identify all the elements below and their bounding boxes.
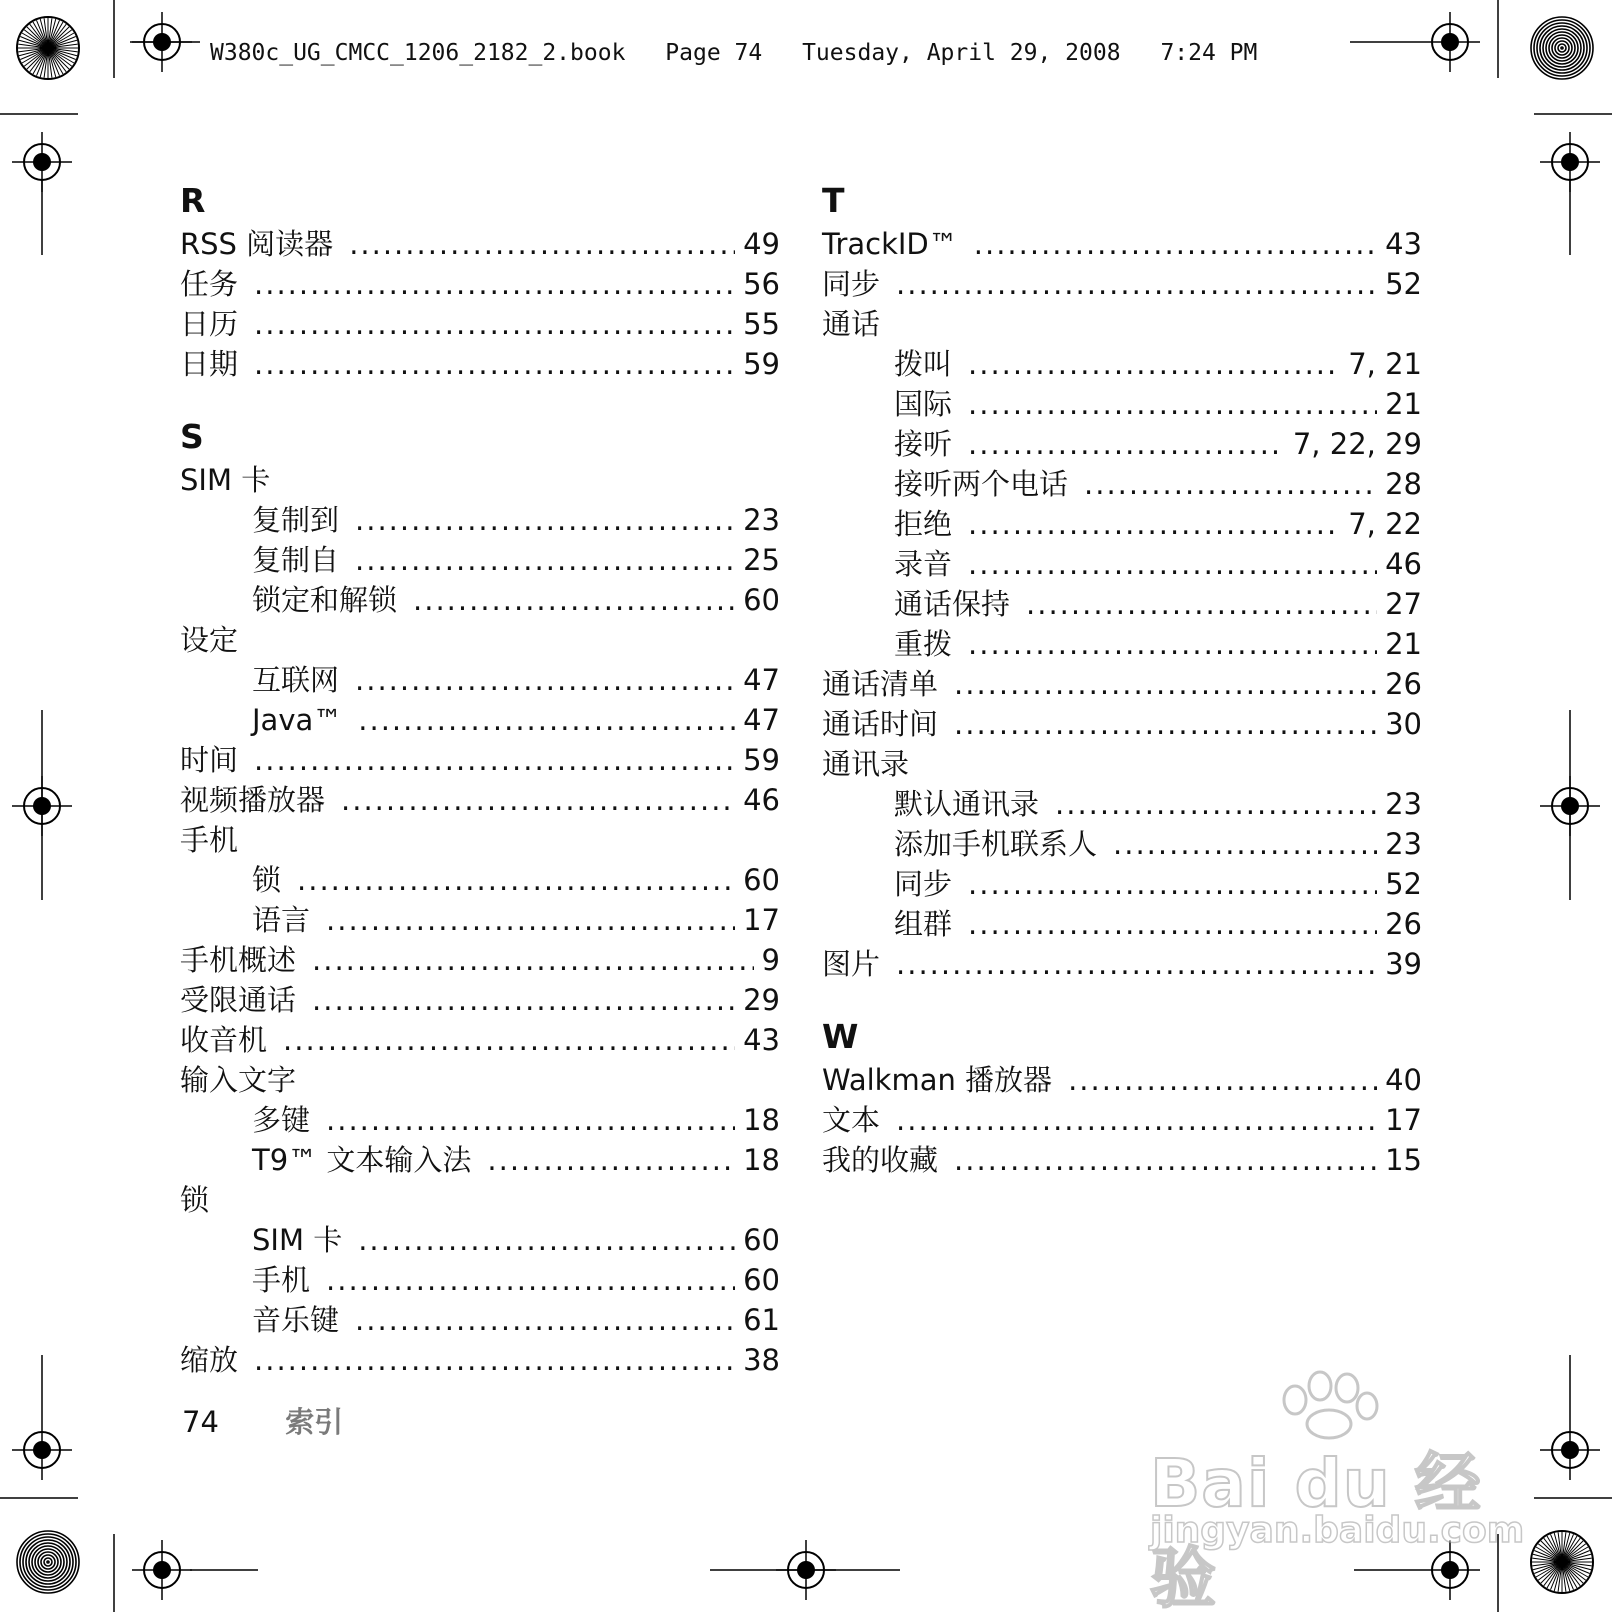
- index-subentry: [822, 344, 1422, 384]
- entry-term: 通话保持: [894, 587, 1011, 621]
- entry-term: 同步: [822, 267, 881, 301]
- concentric-ring: [35, 1549, 61, 1575]
- entry-pages: 25: [743, 543, 780, 577]
- entry-pages: 40: [1385, 1063, 1422, 1097]
- entry-pages: 47: [743, 663, 780, 697]
- watermark-brand: Bai du 经验: [1150, 1445, 1482, 1617]
- index-entry: [822, 304, 1422, 344]
- dot-leader: [954, 704, 1377, 744]
- concentric-ring: [1555, 41, 1569, 55]
- entry-term: 多键: [252, 1103, 311, 1137]
- entry-term: 日期: [180, 347, 239, 381]
- dot-leader: [341, 780, 735, 820]
- entry-pages: 9: [761, 943, 780, 977]
- entry-pages: 56: [743, 267, 780, 301]
- entry-term: SIM 卡: [252, 1223, 343, 1257]
- dot-leader: [1084, 464, 1377, 504]
- index-entry: [180, 740, 780, 780]
- entry-pages: 52: [1385, 867, 1422, 901]
- baidu-jingyan-watermark: [1140, 1370, 1525, 1617]
- entry-pages: 17: [743, 903, 780, 937]
- index-letter-heading: W: [822, 1017, 859, 1056]
- dot-leader: [312, 980, 735, 1020]
- index-letter-heading: S: [180, 417, 204, 456]
- entry-pages: 46: [743, 783, 780, 817]
- entry-term: 接听: [894, 427, 953, 461]
- header-date: Tuesday, April 29, 2008: [802, 40, 1121, 66]
- entry-pages: 61: [743, 1303, 780, 1337]
- entry-pages: 30: [1385, 707, 1422, 741]
- entry-pages: 38: [743, 1343, 780, 1377]
- dot-leader: [355, 660, 735, 700]
- entry-term: 重拨: [894, 627, 953, 661]
- entry-pages: 55: [743, 307, 780, 341]
- print-header: [210, 40, 1283, 66]
- entry-pages: 49: [743, 227, 780, 261]
- index-subentry: [180, 1140, 780, 1180]
- entry-pages: 46: [1385, 547, 1422, 581]
- dot-leader: [312, 940, 754, 980]
- entry-pages: 23: [1385, 787, 1422, 821]
- dot-leader: [954, 664, 1377, 704]
- dot-leader: [254, 304, 735, 344]
- entry-pages: 21: [1385, 387, 1422, 421]
- dot-leader: [254, 740, 735, 780]
- entry-term: 时间: [180, 743, 239, 777]
- index-subentry: [180, 660, 780, 700]
- index-subentry: [822, 464, 1422, 504]
- index-entry: [822, 1060, 1422, 1100]
- concentric-ring: [41, 1555, 55, 1569]
- dot-leader: [968, 864, 1377, 904]
- concentric-ring: [1549, 35, 1575, 61]
- entry-term: 收音机: [180, 1023, 268, 1057]
- entry-term: 默认通讯录: [894, 787, 1040, 821]
- dot-leader: [968, 544, 1377, 584]
- entry-term: 手机: [252, 1263, 311, 1297]
- entry-term: 通话时间: [822, 707, 939, 741]
- index-entry: [180, 620, 780, 660]
- index-entry: [180, 460, 780, 500]
- entry-term: 同步: [894, 867, 953, 901]
- dot-leader: [1068, 1060, 1377, 1100]
- entry-pages: 60: [743, 583, 780, 617]
- index-subentry: [180, 1100, 780, 1140]
- concentric-ring: [47, 1561, 49, 1563]
- entry-pages: 18: [743, 1103, 780, 1137]
- entry-pages: 39: [1385, 947, 1422, 981]
- entry-pages: 17: [1385, 1103, 1422, 1137]
- entry-term: 录音: [894, 547, 953, 581]
- entry-term: 手机: [180, 823, 239, 857]
- entry-pages: 28: [1385, 467, 1422, 501]
- entry-pages: 23: [1385, 827, 1422, 861]
- concentric-ring: [1561, 47, 1563, 49]
- entry-pages: 26: [1385, 907, 1422, 941]
- index-subentry: [180, 1260, 780, 1300]
- entry-term: 受限通话: [180, 983, 297, 1017]
- index-entry: [822, 944, 1422, 984]
- entry-pages: 52: [1385, 267, 1422, 301]
- index-subentry: [822, 824, 1422, 864]
- entry-pages: 23: [743, 503, 780, 537]
- dot-leader: [254, 264, 735, 304]
- index-entry: [180, 1340, 780, 1380]
- index-entry: [822, 264, 1422, 304]
- entry-pages: 60: [743, 1263, 780, 1297]
- index-entry: [180, 1180, 780, 1220]
- dot-leader: [968, 384, 1377, 424]
- entry-term: Walkman 播放器: [822, 1063, 1053, 1097]
- index-subentry: [822, 784, 1422, 824]
- index-subentry: [822, 504, 1422, 544]
- concentric-ring: [32, 1546, 64, 1578]
- index-subentry: [180, 540, 780, 580]
- index-entry: [180, 304, 780, 344]
- index-entry: [822, 224, 1422, 264]
- dot-leader: [896, 1100, 1377, 1140]
- dot-leader: [355, 540, 735, 580]
- index-entry: [822, 744, 1422, 784]
- entry-term: 通讯录: [822, 747, 910, 781]
- index-column-left: [180, 178, 780, 1380]
- entry-term: 语言: [252, 903, 311, 937]
- section-label: 索引: [285, 1405, 344, 1439]
- section-gap: [822, 984, 1422, 1014]
- index-entry: [180, 264, 780, 304]
- dot-leader: [413, 580, 735, 620]
- entry-term: 通话清单: [822, 667, 939, 701]
- entry-term: 视频播放器: [180, 783, 326, 817]
- index-subentry: [822, 384, 1422, 424]
- dot-leader: [283, 1020, 735, 1060]
- index-letter-heading: T: [822, 181, 845, 220]
- dot-leader: [968, 504, 1340, 544]
- page-footer: [182, 1400, 343, 1441]
- entry-pages: 60: [743, 1223, 780, 1257]
- entry-term: 日历: [180, 307, 239, 341]
- entry-pages: 59: [743, 347, 780, 381]
- entry-term: 锁: [180, 1183, 210, 1217]
- entry-term: 音乐键: [252, 1303, 340, 1337]
- entry-pages: 18: [743, 1143, 780, 1177]
- entry-term: 锁定和解锁: [252, 583, 398, 617]
- dot-leader: [297, 860, 735, 900]
- entry-term: T9™ 文本输入法: [252, 1143, 472, 1177]
- watermark-url: jingyan.baidu.com: [1150, 1510, 1525, 1551]
- entry-pages: 7, 21: [1348, 347, 1422, 381]
- concentric-ring: [44, 1558, 52, 1566]
- entry-pages: 43: [1385, 227, 1422, 261]
- index-subentry: [822, 624, 1422, 664]
- entry-pages: 7, 22: [1348, 507, 1422, 541]
- entry-pages: 59: [743, 743, 780, 777]
- dot-leader: [896, 944, 1377, 984]
- entry-term: 设定: [180, 623, 239, 657]
- index-column-right: [822, 178, 1422, 1180]
- entry-term: 我的收藏: [822, 1143, 939, 1177]
- dot-leader: [968, 344, 1340, 384]
- index-entry: [180, 780, 780, 820]
- entry-term: 接听两个电话: [894, 467, 1069, 501]
- header-page: Page 74: [665, 40, 763, 66]
- entry-term: 拨叫: [894, 347, 953, 381]
- index-subentry: [180, 860, 780, 900]
- dot-leader: [349, 224, 735, 264]
- entry-term: 通话: [822, 307, 881, 341]
- entry-term: 输入文字: [180, 1063, 297, 1097]
- index-subentry: [180, 700, 780, 740]
- section-gap: [180, 384, 780, 414]
- index-entry: [180, 1020, 780, 1060]
- dot-leader: [974, 224, 1377, 264]
- dot-leader: [358, 700, 735, 740]
- entry-term: RSS 阅读器: [180, 227, 334, 261]
- entry-pages: 29: [743, 983, 780, 1017]
- entry-pages: 15: [1385, 1143, 1422, 1177]
- entry-pages: 47: [743, 703, 780, 737]
- index-subentry: [822, 864, 1422, 904]
- index-entry: [822, 1100, 1422, 1140]
- entry-term: 拒绝: [894, 507, 953, 541]
- dot-leader: [487, 1140, 735, 1180]
- index-subentry: [180, 1220, 780, 1260]
- entry-term: SIM 卡: [180, 463, 271, 497]
- index-entry: [180, 1060, 780, 1100]
- header-book: W380c_UG_CMCC_1206_2182_2.book: [210, 40, 626, 66]
- dot-leader: [326, 1260, 735, 1300]
- entry-pages: 60: [743, 863, 780, 897]
- dot-leader: [954, 1140, 1377, 1180]
- index-entry: [822, 664, 1422, 704]
- page-number: 74: [182, 1405, 219, 1439]
- entry-term: 复制自: [252, 543, 340, 577]
- entry-term: 手机概述: [180, 943, 297, 977]
- dot-leader: [1026, 584, 1377, 624]
- entry-term: 缩放: [180, 1343, 239, 1377]
- concentric-ring: [23, 1537, 73, 1587]
- index-subentry: [180, 500, 780, 540]
- dot-leader: [355, 1300, 735, 1340]
- entry-pages: 7, 22, 29: [1292, 427, 1422, 461]
- concentric-ring: [1546, 32, 1578, 64]
- index-subentry: [180, 1300, 780, 1340]
- entry-term: 锁: [252, 863, 282, 897]
- index-letter-heading: R: [180, 181, 206, 220]
- entry-term: 添加手机联系人: [894, 827, 1098, 861]
- dot-leader: [968, 624, 1377, 664]
- index-entry: [180, 344, 780, 384]
- index-entry: [180, 224, 780, 264]
- index-entry: [822, 704, 1422, 744]
- index-entry: [180, 940, 780, 980]
- concentric-ring: [1558, 44, 1566, 52]
- dot-leader: [326, 900, 735, 940]
- index-subentry: [822, 544, 1422, 584]
- dot-leader: [968, 904, 1377, 944]
- index-entry: [180, 980, 780, 1020]
- dot-leader: [358, 1220, 735, 1260]
- dot-leader: [254, 1340, 735, 1380]
- entry-pages: 43: [743, 1023, 780, 1057]
- dot-leader: [326, 1100, 735, 1140]
- concentric-ring: [1537, 23, 1587, 73]
- entry-pages: 27: [1385, 587, 1422, 621]
- entry-pages: 26: [1385, 667, 1422, 701]
- header-time: 7:24 PM: [1160, 40, 1258, 66]
- index-subentry: [180, 580, 780, 620]
- index-entry: [822, 1140, 1422, 1180]
- dot-leader: [1055, 784, 1377, 824]
- dot-leader: [1113, 824, 1377, 864]
- entry-term: 任务: [180, 267, 239, 301]
- entry-term: 组群: [894, 907, 953, 941]
- index-subentry: [822, 904, 1422, 944]
- dot-leader: [896, 264, 1377, 304]
- entry-term: 复制到: [252, 503, 340, 537]
- index-subentry: [180, 900, 780, 940]
- dot-leader: [254, 344, 735, 384]
- dot-leader: [968, 424, 1285, 464]
- entry-pages: 21: [1385, 627, 1422, 661]
- entry-term: Java™: [252, 703, 343, 737]
- index-entry: [180, 820, 780, 860]
- entry-term: TrackID™: [822, 227, 958, 261]
- entry-term: 图片: [822, 947, 881, 981]
- index-subentry: [822, 424, 1422, 464]
- entry-term: 文本: [822, 1103, 881, 1137]
- entry-term: 国际: [894, 387, 953, 421]
- index-subentry: [822, 584, 1422, 624]
- dot-leader: [355, 500, 735, 540]
- entry-term: 互联网: [252, 663, 340, 697]
